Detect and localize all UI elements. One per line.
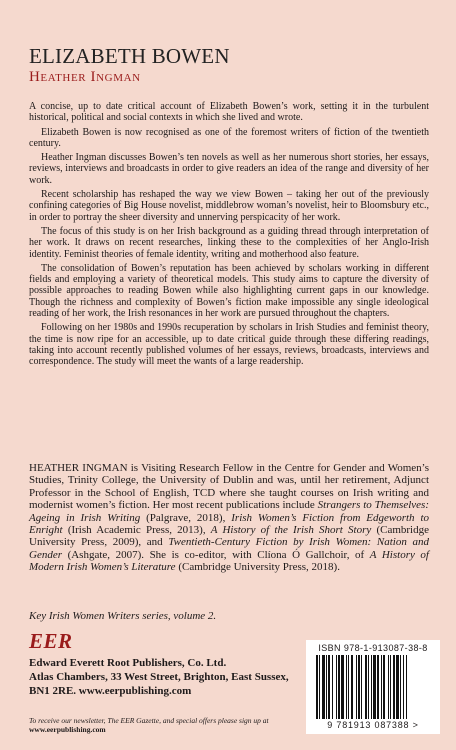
barcode-bar — [358, 655, 360, 719]
bio-text: (Ashgate, 2007). She is co-editor, with Clíona Ó Gallchoir, of — [62, 548, 370, 561]
bio-text: (Cambridge University Press, 2009), and — [29, 524, 429, 549]
barcode-bar — [336, 655, 337, 719]
blurb-paragraph: A concise, up to date critical account of Elizabeth Bowen’s work, setting it in the turbulent historical, political and social contexts in which she lived and wrote. — [29, 101, 429, 124]
publisher-name: Edward Everett Root Publishers, Co. Ltd. — [29, 657, 227, 669]
blurb-paragraph: Heather Ingman discusses Bowen’s ten novels as well as her numerous short stories, her essays, reviews, interviews and broadcasts in order to give readers an idea of the range and diversity of her work. — [29, 152, 429, 186]
publisher-info — [29, 656, 289, 698]
barcode-bar — [319, 655, 320, 719]
isbn-label: ISBN 978-1-913087-38-8 — [318, 643, 428, 653]
barcode-bar — [346, 655, 347, 719]
barcode-bar — [371, 655, 372, 719]
bio-book-title: Twentieth-Century Fiction by Irish Women: Nation and Gender — [29, 536, 429, 561]
bio-book-title: A History of the Irish Short Story — [210, 524, 372, 537]
newsletter-text: , and special offers please sign up at — [159, 716, 269, 725]
barcode-bar — [348, 655, 349, 719]
newsletter-text: To receive our newsletter, — [29, 716, 108, 725]
barcode-bar — [377, 655, 379, 719]
barcode-bar — [390, 655, 391, 719]
bio-book-title: Strangers to Themselves: Ageing in Irish Writing — [29, 499, 429, 524]
barcode-bar — [393, 655, 395, 719]
series-note: Key Irish Women Writers series, volume 2. — [29, 610, 217, 622]
barcode-bar — [381, 655, 382, 719]
blurb-paragraph: The focus of this study is on her Irish background as a guiding thread through interpretation of her work. It draws on recent researches, linking these to the complexities of her Anglo-Irish identity. Feminist theories of female identity, writing and motherhood also feature. — [29, 225, 429, 260]
bio-book-title: Irish Women’s Fiction from Edgeworth to Enright — [29, 511, 430, 537]
barcode-bar — [328, 655, 330, 719]
barcode-bar — [322, 655, 325, 719]
barcode-bar — [326, 655, 327, 719]
barcode-bar — [341, 655, 344, 719]
bio-text: (Cambridge University Press, 2018). — [175, 561, 340, 574]
newsletter-note — [29, 716, 269, 734]
bio-text: (Irish Academic Press, 2013), — [62, 524, 211, 537]
publisher-address: BN1 2RE. www.eerpublishing.com — [29, 685, 192, 697]
blurb-paragraph: Elizabeth Bowen is now recognised as one of the foremost writers of fiction of the twentieth century. — [29, 126, 429, 149]
barcode-bar — [383, 655, 385, 719]
blurb — [29, 101, 429, 371]
barcode — [306, 640, 440, 734]
newsletter-title: The EER Gazette — [107, 716, 160, 725]
bio-text: (Palgrave, 2018), — [140, 511, 232, 524]
barcode-bar — [316, 655, 318, 719]
barcode-bar — [338, 655, 340, 719]
blurb-paragraph: The consolidation of Bowen’s reputation has been achieved by scholars working in different fields and employing a variety of theoretical models. This study aims to capture the diversity of possible approaches to reading Bowen while also highlighting current gaps in our knowledge. Though the richness and complexity of Bowen’s fiction make impossible any single ideological reading of her work, the Irish resonances in her work are pursued throughout the chapters. — [29, 262, 429, 320]
barcode-bar — [406, 655, 407, 719]
barcode-bar — [373, 655, 376, 719]
bio-text: HEATHER INGMAN is Visiting Research Fellow in the Centre for Gender and Women’s Studies, Trinity College, the University of Dublin and was, until her retirement, Adjunct Professor in the School of English, TCD where she taught courses on Irish writing and modernist women’s fiction. Her most recent publications include — [29, 462, 429, 512]
barcode-bar — [400, 655, 401, 719]
barcode-bar — [365, 655, 367, 719]
barcode-bar — [356, 655, 357, 719]
barcode-bar — [388, 655, 389, 719]
book-title: ELIZABETH BOWEN — [29, 44, 230, 68]
barcode-bar — [403, 655, 404, 719]
publisher-logo: EER — [29, 629, 73, 653]
author-name: Heather Ingman — [29, 69, 141, 85]
bio-book-title: A History of Modern Irish Women’s Literature — [29, 548, 429, 574]
barcode-bar — [396, 655, 399, 719]
barcode-bar — [351, 655, 353, 719]
barcode-digits: 9 781913 087388 > — [327, 720, 419, 730]
publisher-address: Atlas Chambers, 33 West Street, Brighton, East Sussex, — [29, 671, 289, 683]
barcode-bar — [332, 655, 333, 719]
barcode-bar — [361, 655, 362, 719]
blurb-paragraph: Recent scholarship has reshaped the way we view Bowen – taking her out of the previously confining categories of Big House novelist, middlebrow woman’s novelist, heir to Bloomsbury etc., in order to portray the sheer diversity and unnerving perspicacity of her work. — [29, 189, 429, 223]
barcode-bars — [316, 655, 430, 719]
barcode-bar — [368, 655, 369, 719]
author-bio — [29, 462, 429, 574]
blurb-paragraph: Following on her 1980s and 1990s recuperation by scholars in Irish Studies and feminist theory, the time is now ripe for an accessible, up to date critical guide through these differing readings, taking into account recently published volumes of her essays, reviews, broadcasts, interviews and correspondence. The study will meet the wants of a large readership. — [29, 322, 429, 368]
newsletter-url[interactable]: www.eerpublishing.com — [29, 725, 106, 734]
